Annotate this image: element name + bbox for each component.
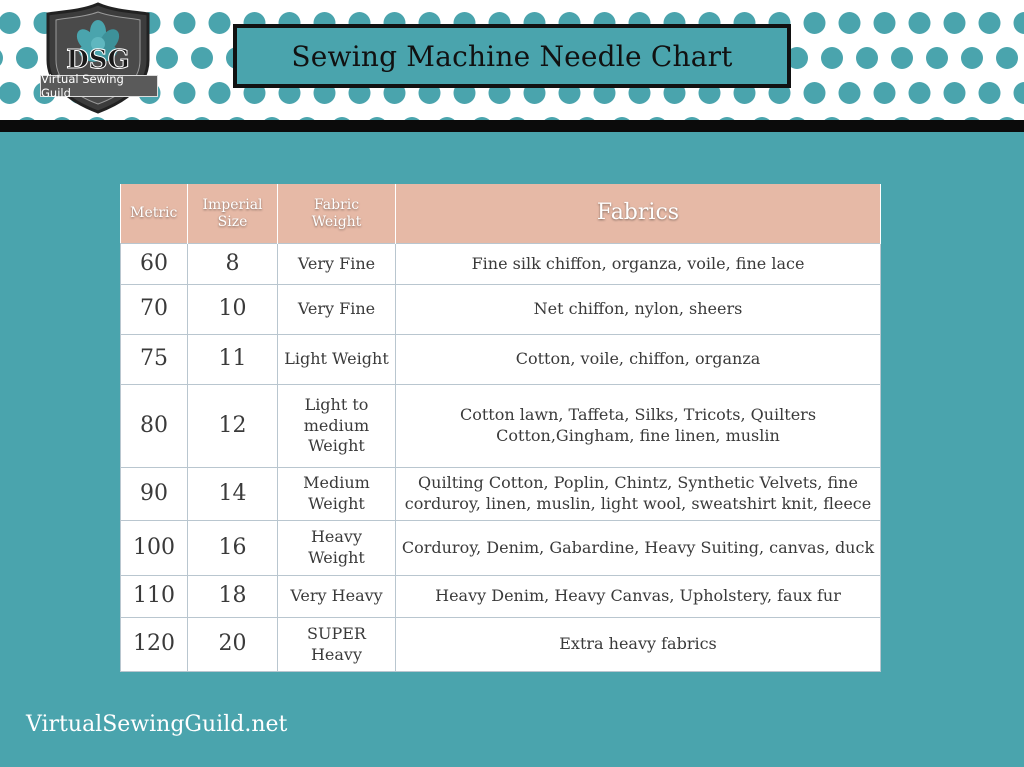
needle-chart-table <box>120 184 880 671</box>
polka-dot <box>804 82 826 104</box>
polka-dot <box>909 82 931 104</box>
cell-imperial: 10 <box>188 285 278 335</box>
table-row <box>121 385 881 468</box>
header-imperial: Imperial Size <box>188 184 278 244</box>
polka-dot <box>891 47 913 69</box>
table-row <box>121 285 881 335</box>
cell-fabrics: Extra heavy fabrics <box>396 618 881 672</box>
cell-weight: Light Weight <box>278 335 396 385</box>
cell-weight: SUPER Heavy <box>278 618 396 672</box>
polka-dot <box>174 12 196 34</box>
polka-dot <box>961 47 983 69</box>
logo-monogram: DSG <box>66 45 130 75</box>
footer-site-link: VirtualSewingGuild.net <box>26 712 288 737</box>
cell-imperial: 14 <box>188 468 278 521</box>
header-metric: Metric <box>121 184 188 244</box>
cell-weight: Medium Weight <box>278 468 396 521</box>
polka-dot <box>979 12 1001 34</box>
cell-fabrics: Corduroy, Denim, Gabardine, Heavy Suiting, canvas, duck <box>396 521 881 576</box>
polka-dot <box>839 12 861 34</box>
table-row <box>121 521 881 576</box>
polka-dot <box>944 12 966 34</box>
cell-metric: 110 <box>121 576 188 618</box>
polka-dot <box>909 12 931 34</box>
logo-label: Virtual Sewing Guild <box>40 75 158 97</box>
cell-imperial: 11 <box>188 335 278 385</box>
cell-fabrics: Cotton, voile, chiffon, organza <box>396 335 881 385</box>
table-row <box>121 576 881 618</box>
polka-dot <box>191 47 213 69</box>
polka-dot <box>174 82 196 104</box>
polka-dot <box>839 82 861 104</box>
polka-dot <box>16 47 38 69</box>
cell-imperial: 8 <box>188 244 278 285</box>
polka-dot <box>979 82 1001 104</box>
table-header-row <box>121 184 881 244</box>
polka-dot <box>804 12 826 34</box>
header-weight: Fabric Weight <box>278 184 396 244</box>
polka-dot <box>209 82 231 104</box>
polka-dot <box>0 12 21 34</box>
cell-fabrics: Fine silk chiffon, organza, voile, fine lace <box>396 244 881 285</box>
polka-dot <box>209 12 231 34</box>
header-fabrics: Fabrics <box>396 184 881 244</box>
table-row <box>121 335 881 385</box>
cell-imperial: 20 <box>188 618 278 672</box>
needle-table <box>120 184 881 672</box>
cell-fabrics: Heavy Denim, Heavy Canvas, Upholstery, faux fur <box>396 576 881 618</box>
table-row <box>121 468 881 521</box>
table-row <box>121 618 881 672</box>
cell-weight: Heavy Weight <box>278 521 396 576</box>
polka-dot <box>874 82 896 104</box>
polka-dot <box>926 47 948 69</box>
cell-metric: 75 <box>121 335 188 385</box>
cell-metric: 80 <box>121 385 188 468</box>
cell-weight: Very Fine <box>278 285 396 335</box>
polka-dot <box>1014 12 1024 34</box>
cell-fabrics: Cotton lawn, Taffeta, Silks, Tricots, Quilters Cotton,Gingham, fine linen, muslin <box>396 385 881 468</box>
polka-dot <box>0 47 3 69</box>
cell-metric: 100 <box>121 521 188 576</box>
cell-imperial: 16 <box>188 521 278 576</box>
cell-imperial: 18 <box>188 576 278 618</box>
polka-dot <box>874 12 896 34</box>
table-row <box>121 244 881 285</box>
cell-metric: 70 <box>121 285 188 335</box>
polka-dot <box>856 47 878 69</box>
cell-fabrics: Quilting Cotton, Poplin, Chintz, Synthetic Velvets, fine corduroy, linen, muslin, light wool, sweatshirt knit, fleece <box>396 468 881 521</box>
cell-metric: 120 <box>121 618 188 672</box>
cell-fabrics: Net chiffon, nylon, sheers <box>396 285 881 335</box>
title-box <box>233 24 791 88</box>
polka-dot <box>0 82 21 104</box>
header-divider-bar <box>0 120 1024 132</box>
polka-dot <box>996 47 1018 69</box>
polka-dot <box>821 47 843 69</box>
page-title: Sewing Machine Needle Chart <box>291 39 733 73</box>
cell-weight: Very Heavy <box>278 576 396 618</box>
cell-imperial: 12 <box>188 385 278 468</box>
cell-weight: Light to medium Weight <box>278 385 396 468</box>
polka-dot <box>1014 82 1024 104</box>
cell-metric: 90 <box>121 468 188 521</box>
cell-metric: 60 <box>121 244 188 285</box>
cell-weight: Very Fine <box>278 244 396 285</box>
polka-dot <box>944 82 966 104</box>
